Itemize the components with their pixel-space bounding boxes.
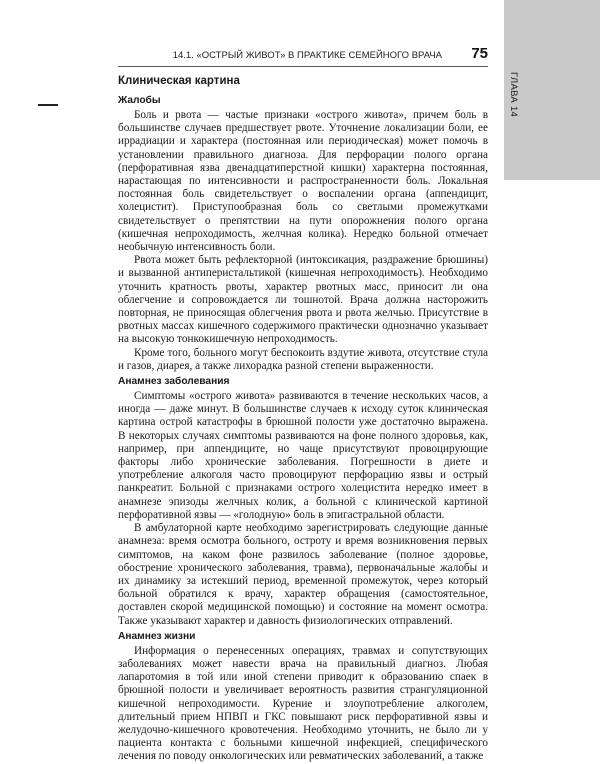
section-title: Клиническая картина — [118, 75, 240, 87]
subsection-life-history — [118, 630, 488, 764]
page-number: 75 — [471, 45, 488, 62]
subsection-disease-history — [118, 375, 488, 628]
page-body — [118, 70, 488, 764]
subsection-heading: Жалобы — [118, 95, 161, 106]
paragraph: Боль и рвота — частые признаки «острого живота», причем боль в большинстве случаев предшествует рвоте. Уточнение локализации боли, ее иррадиации и характера (постоянная или периодическая) может помочь в установлении правильного диагноза. Для перфорации полого органа (перфоративная язва двенадцатиперстной кишки) характерна постоянная, нарастающая по интенсивности и распространенности боль. Локальная постоянная боль свидетельствует о воспалении органа (аппендицит, холецистит). Приступообразная боль со светлыми промежутками свидетельствует о препятствии на пути опорожнения полого органа (кишечная непроходимость, желчная колика). Нередко больной отмечает необычную интенсивность боли. — [118, 109, 488, 254]
chapter-label: ГЛАВА 14 — [508, 72, 519, 118]
subsection-complaints — [118, 94, 488, 373]
paragraph: Рвота может быть рефлекторной (интоксикация, раздражение брюшины) и вызванной антиперистальтикой (кишечная непроходимость). Необходимо уточнить кратность рвоты, характер рвотных масс, приносит ли она облегчение и сопровождается ли тошнотой. Врача должна насторожить повторная, не приносящая облегчения рвота и рвота желчью. Присутствие в рвотных массах кишечного содержимого практически однозначно указывает на высокую тонкокишечную непроходимость. — [118, 254, 488, 346]
running-head: 14.1. «ОСТРЫЙ ЖИВОТ» В ПРАКТИКЕ СЕМЕЙНОГО ВРАЧА — [172, 50, 442, 61]
subsection-heading: Анамнез заболевания — [118, 376, 230, 388]
subsection-heading: Анамнез жизни — [118, 630, 196, 642]
paragraph: В амбулаторной карте необходимо зарегистрировать следующие данные анамнеза: время осмотра больного, остроту и время возникновения первых симптомов, на каком фоне развилось заболевание (полное здоровье, обострение хронического заболевания, травма), первоначальные жалобы и их динамику за истекший период, временной промежуток, через который больной обратился к врачу, характер обращения (самостоятельное, доставлен скорой медицинской помощью) и состояние на момент осмотра. Также указывают характер и давность физиологических отправлений. — [118, 522, 488, 627]
paragraph: Кроме того, больного могут беспокоить вздутие живота, отсутствие стула и газов, диарея, а также лихорадка разной степени выраженности. — [118, 346, 488, 372]
paragraph: Симптомы «острого живота» развиваются в течение нескольких часов, а иногда — даже минут. В большинстве случаев к исходу суток клиническая картина острой катастрофы в брюшной полости уже достаточно выражена. В некоторых случаях симптомы развиваются на фоне полного здоровья, как, например, при аппендиците, но чаще присутствуют провоцирующие факторы либо хронические заболевания. Погрешности в диете и употребление алкоголя часто провоцируют перфорацию язвы и острый панкреатит. Больной с признаками острого холецистита нередко имеет в анамнезе эпизоды желчных колик, а больной с клинической картиной перфоративной язвы — «голодную» боль в эпигастральной области. — [118, 390, 488, 521]
header-rule — [118, 66, 488, 67]
paragraph: Информация о перенесенных операциях, травмах и сопутствующих заболеваниях может навести врача на правильный диагноз. Любая лапаротомия в той или иной степени приводит к образованию спаек в брюшной полости и увеличивает вероятность развития странгуляционной кишечной непроходимости. Курение и злоупотребление алкоголем, длительный прием НПВП и ГКС повышают риск перфоративной язвы и желудочно-кишечного кровотечения. Необходимо уточнить, не было ли у пациента контакта с больными кишечной инфекцией, специфического лечения по поводу онкологических или ревматических заболеваний, а также — [118, 644, 488, 763]
page-header — [118, 44, 488, 64]
margin-mark — [38, 104, 58, 106]
